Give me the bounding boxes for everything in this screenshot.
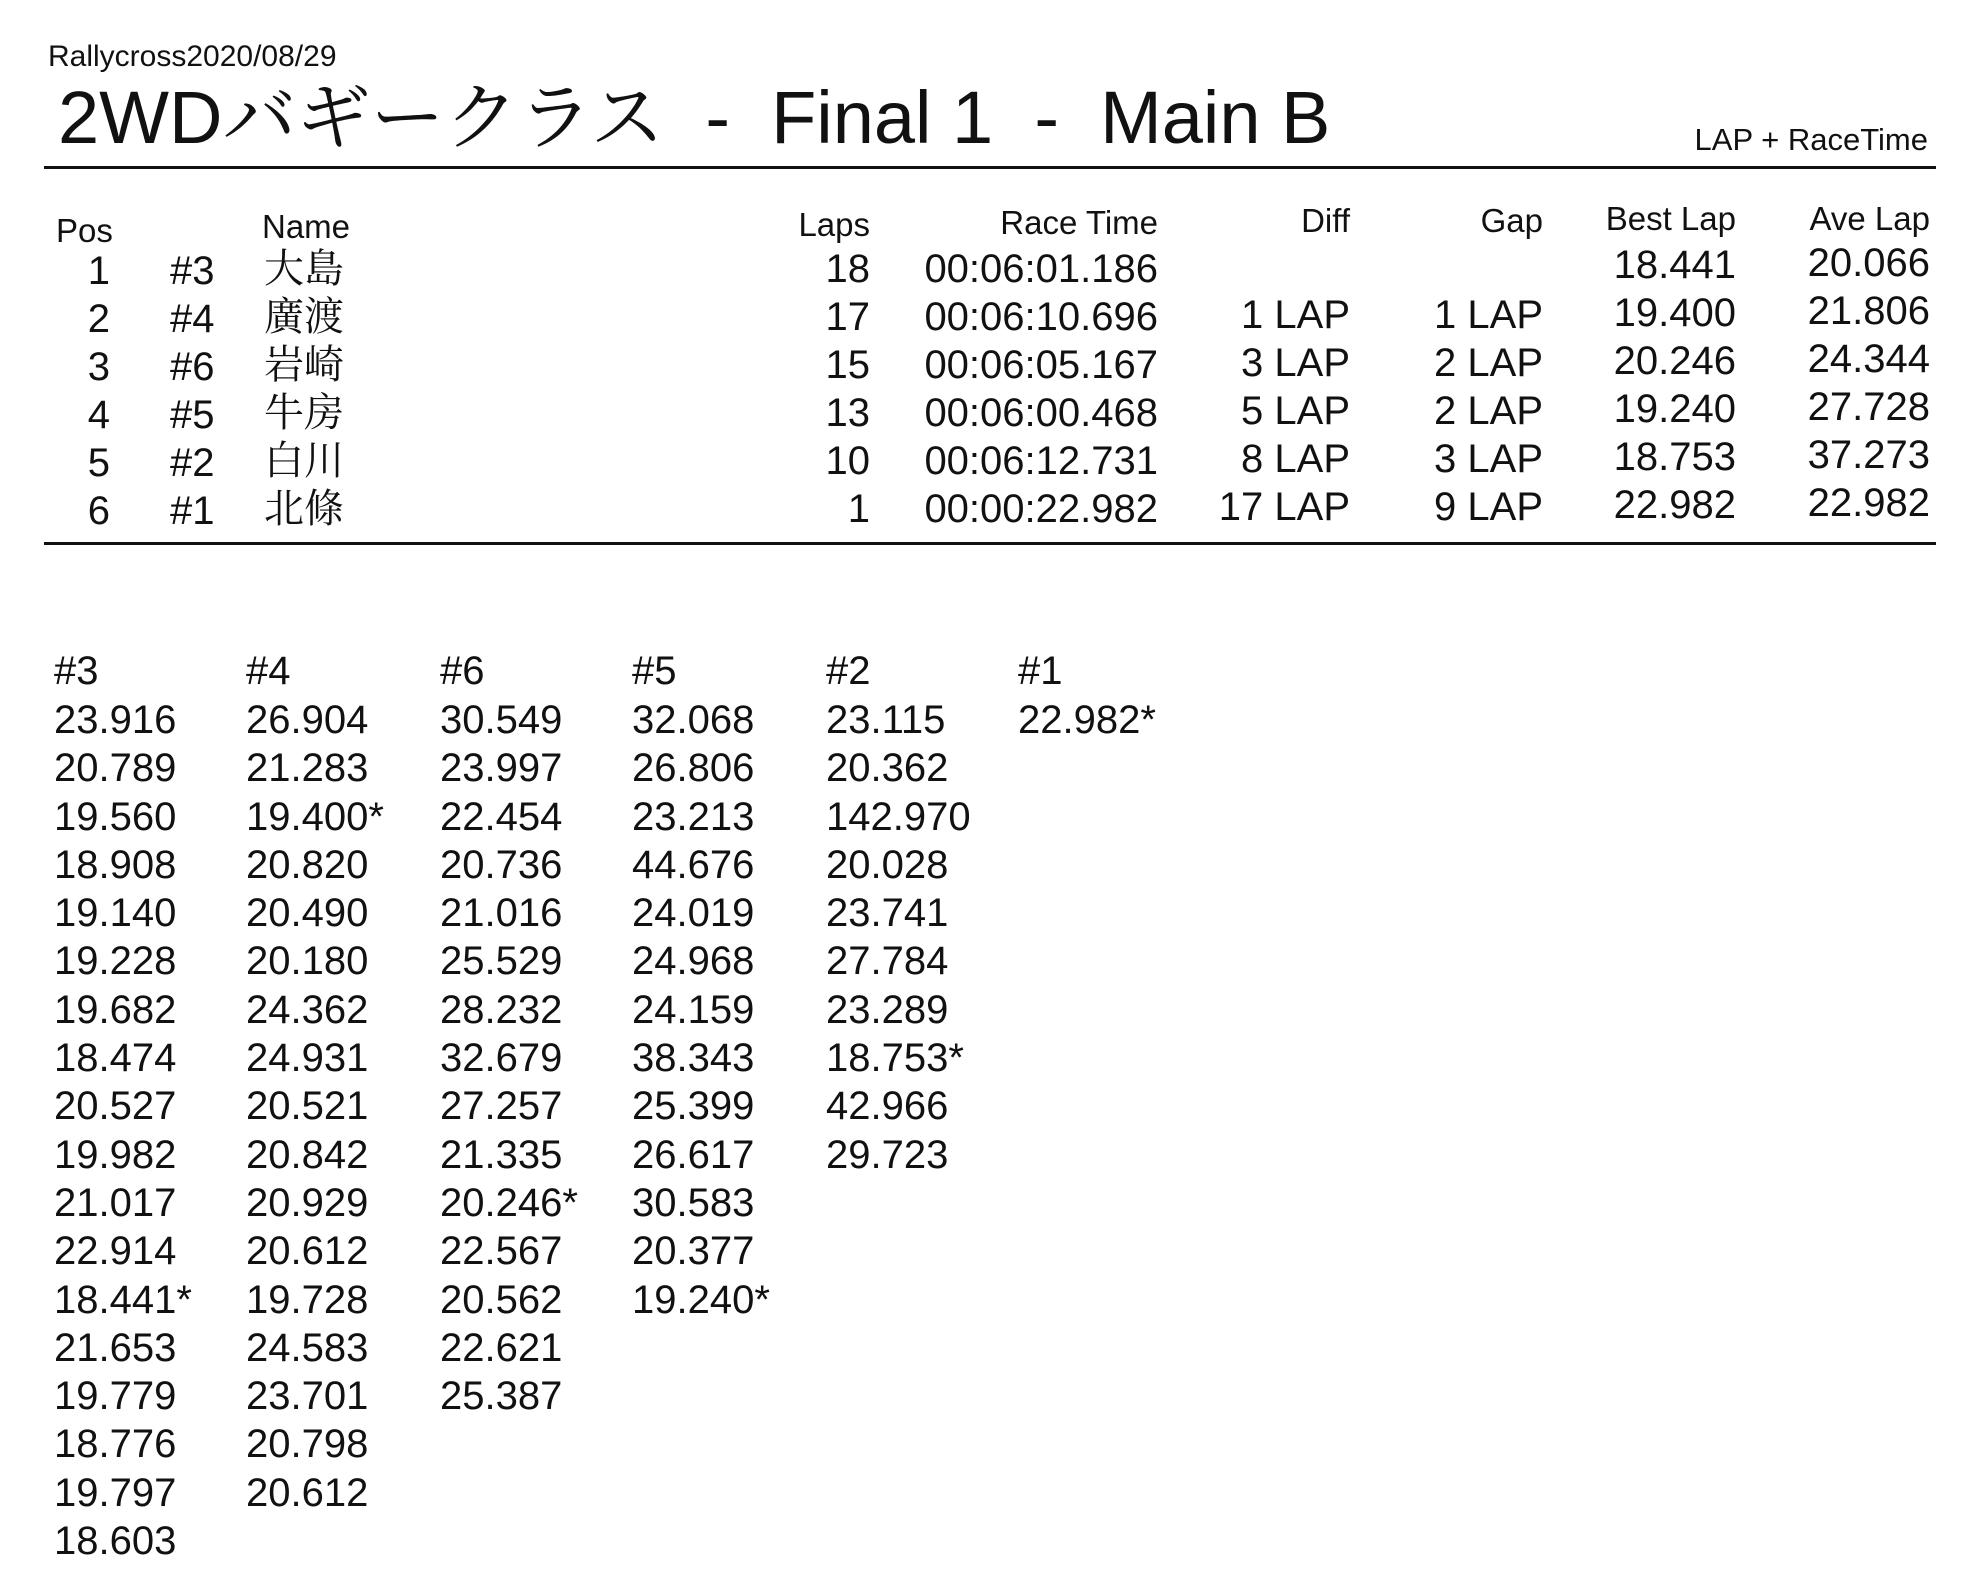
lap-column-car-6 bbox=[440, 648, 630, 1420]
lap-time: 18.441* bbox=[54, 1277, 192, 1322]
lap-time: 18.908 bbox=[54, 842, 177, 887]
row-best-lap: 19.400 bbox=[1613, 291, 1736, 335]
row-best-lap: 18.753 bbox=[1613, 435, 1736, 479]
lap-column-car-5 bbox=[632, 648, 822, 1324]
lap-column-header: #6 bbox=[440, 649, 485, 693]
lap-time: 29.723 bbox=[826, 1132, 949, 1177]
lap-time: 19.728 bbox=[246, 1277, 369, 1322]
row-driver-name: 岩崎 bbox=[264, 343, 344, 387]
column-header-best-lap: Best Lap bbox=[1605, 200, 1736, 237]
lap-time: 23.289 bbox=[826, 987, 949, 1032]
lap-time: 142.970 bbox=[826, 794, 971, 839]
row-car-number: #2 bbox=[170, 441, 215, 485]
row-race-time: 00:06:05.167 bbox=[924, 343, 1158, 387]
lap-time: 38.343 bbox=[632, 1036, 755, 1081]
lap-time: 27.257 bbox=[440, 1084, 563, 1129]
row-pos: 5 bbox=[87, 441, 110, 485]
lap-time: 42.966 bbox=[826, 1084, 949, 1129]
lap-time: 22.914 bbox=[54, 1229, 177, 1274]
lap-time: 20.246* bbox=[440, 1180, 578, 1225]
lap-time: 19.400* bbox=[246, 794, 384, 839]
row-diff: 3 LAP bbox=[1241, 341, 1350, 385]
row-driver-name: 北條 bbox=[264, 487, 344, 531]
lap-time: 19.240* bbox=[632, 1277, 770, 1322]
lap-time: 21.335 bbox=[440, 1132, 563, 1177]
lap-time: 20.527 bbox=[54, 1084, 177, 1129]
lap-column-car-4 bbox=[246, 648, 436, 1517]
lap-time: 22.567 bbox=[440, 1229, 563, 1274]
lap-time: 24.159 bbox=[632, 987, 755, 1032]
lap-time: 23.997 bbox=[440, 746, 563, 791]
lap-time: 23.213 bbox=[632, 794, 755, 839]
lap-time: 18.474 bbox=[54, 1036, 177, 1081]
row-gap: 1 LAP bbox=[1434, 293, 1543, 337]
lap-time: 32.068 bbox=[632, 698, 755, 742]
lap-column-car-1 bbox=[1018, 648, 1208, 744]
row-best-lap: 18.441 bbox=[1613, 243, 1736, 287]
lap-time: 20.028 bbox=[826, 842, 949, 887]
lap-time: 20.490 bbox=[246, 891, 369, 936]
row-diff: 17 LAP bbox=[1218, 485, 1350, 529]
row-driver-name: 白川 bbox=[264, 439, 344, 483]
lap-time: 24.583 bbox=[246, 1325, 369, 1370]
row-gap: 2 LAP bbox=[1434, 341, 1543, 385]
row-pos: 6 bbox=[87, 489, 110, 533]
row-gap: 3 LAP bbox=[1434, 437, 1543, 481]
lap-time: 20.789 bbox=[54, 746, 177, 791]
row-driver-name: 廣渡 bbox=[264, 295, 344, 339]
lap-time: 25.529 bbox=[440, 939, 563, 984]
lap-column-header: #5 bbox=[632, 649, 677, 693]
lap-time: 20.798 bbox=[246, 1422, 369, 1467]
lap-time: 20.521 bbox=[246, 1084, 369, 1129]
row-gap: 2 LAP bbox=[1434, 389, 1543, 433]
lap-time: 27.784 bbox=[826, 939, 949, 984]
event-name: Rallycross2020/08/29 bbox=[48, 40, 337, 73]
row-diff: 5 LAP bbox=[1241, 389, 1350, 433]
row-ave-lap: 24.344 bbox=[1807, 337, 1930, 381]
row-ave-lap: 22.982 bbox=[1807, 481, 1930, 525]
lap-time: 19.982 bbox=[54, 1132, 177, 1177]
lap-time: 20.736 bbox=[440, 842, 563, 887]
lap-time: 26.806 bbox=[632, 746, 755, 791]
lap-time: 22.621 bbox=[440, 1325, 563, 1370]
lap-column-header: #1 bbox=[1018, 649, 1063, 693]
lap-time: 21.017 bbox=[54, 1180, 177, 1225]
lap-time: 26.617 bbox=[632, 1132, 755, 1177]
lap-time: 25.399 bbox=[632, 1084, 755, 1129]
lap-time: 18.753* bbox=[826, 1036, 964, 1081]
lap-time: 23.741 bbox=[826, 891, 949, 936]
lap-time: 25.387 bbox=[440, 1374, 563, 1419]
row-ave-lap: 20.066 bbox=[1807, 241, 1930, 285]
lap-time: 18.776 bbox=[54, 1422, 177, 1467]
row-gap: 9 LAP bbox=[1434, 485, 1543, 529]
lap-time: 19.779 bbox=[54, 1374, 177, 1419]
row-diff: 1 LAP bbox=[1241, 293, 1350, 337]
lap-time: 20.377 bbox=[632, 1229, 755, 1274]
lap-time: 20.842 bbox=[246, 1132, 369, 1177]
row-laps: 15 bbox=[825, 343, 870, 387]
lap-time: 30.549 bbox=[440, 698, 563, 742]
lap-time: 24.931 bbox=[246, 1036, 369, 1081]
row-laps: 13 bbox=[825, 391, 870, 435]
lap-time: 20.562 bbox=[440, 1277, 563, 1322]
lap-time: 24.019 bbox=[632, 891, 755, 936]
row-race-time: 00:00:22.982 bbox=[924, 487, 1158, 531]
lap-time: 44.676 bbox=[632, 842, 755, 887]
table-divider bbox=[44, 542, 1936, 545]
lap-time: 19.140 bbox=[54, 891, 177, 936]
lap-time: 24.362 bbox=[246, 987, 369, 1032]
lap-time: 20.929 bbox=[246, 1180, 369, 1225]
lap-time: 19.560 bbox=[54, 794, 177, 839]
lap-column-header: #2 bbox=[826, 649, 871, 693]
row-race-time: 00:06:12.731 bbox=[924, 439, 1158, 483]
lap-column-header: #4 bbox=[246, 649, 291, 693]
column-header-pos: Pos bbox=[56, 212, 113, 249]
column-header-gap: Gap bbox=[1480, 202, 1543, 239]
lap-time: 18.603 bbox=[54, 1519, 177, 1564]
lap-time: 22.454 bbox=[440, 794, 563, 839]
lap-time: 23.701 bbox=[246, 1374, 369, 1419]
row-laps: 18 bbox=[825, 247, 870, 291]
row-pos: 2 bbox=[87, 297, 110, 341]
column-header-laps: Laps bbox=[798, 206, 870, 243]
column-header-name: Name bbox=[262, 208, 351, 245]
row-car-number: #5 bbox=[170, 393, 215, 437]
lap-column-car-2 bbox=[826, 648, 1016, 1179]
lap-time: 32.679 bbox=[440, 1036, 563, 1081]
row-car-number: #6 bbox=[170, 345, 215, 389]
lap-time: 23.115 bbox=[826, 698, 946, 742]
lap-time: 20.612 bbox=[246, 1229, 369, 1274]
row-diff: 8 LAP bbox=[1241, 437, 1350, 481]
row-car-number: #3 bbox=[170, 249, 215, 293]
row-ave-lap: 27.728 bbox=[1807, 385, 1930, 429]
lap-time: 20.180 bbox=[246, 939, 369, 984]
row-car-number: #4 bbox=[170, 297, 215, 341]
lap-time: 20.362 bbox=[826, 746, 949, 791]
row-laps: 17 bbox=[825, 295, 870, 339]
lap-time: 20.612 bbox=[246, 1470, 369, 1515]
lap-time: 26.904 bbox=[246, 698, 369, 742]
lap-time: 23.916 bbox=[54, 698, 177, 742]
column-header-diff: Diff bbox=[1301, 202, 1350, 239]
header-divider bbox=[44, 166, 1936, 169]
lap-column-car-3 bbox=[54, 648, 244, 1565]
row-pos: 4 bbox=[87, 393, 110, 437]
row-driver-name: 牛房 bbox=[264, 391, 344, 435]
row-race-time: 00:06:00.468 bbox=[924, 391, 1158, 435]
lap-time: 21.016 bbox=[440, 891, 563, 936]
row-pos: 3 bbox=[87, 345, 110, 389]
row-pos: 1 bbox=[87, 249, 110, 293]
row-race-time: 00:06:10.696 bbox=[924, 295, 1158, 339]
column-header-race-time: Race Time bbox=[1000, 204, 1158, 241]
lap-time: 20.820 bbox=[246, 842, 369, 887]
lap-time: 19.682 bbox=[54, 987, 177, 1032]
lap-time: 19.797 bbox=[54, 1470, 177, 1515]
lap-time: 21.283 bbox=[246, 746, 369, 791]
lap-time: 22.982* bbox=[1018, 698, 1156, 742]
row-best-lap: 19.240 bbox=[1613, 387, 1736, 431]
column-header-ave-lap: Ave Lap bbox=[1809, 200, 1930, 237]
row-laps: 1 bbox=[847, 487, 870, 531]
lap-time: 19.228 bbox=[54, 939, 177, 984]
page-title: 2WDバギークラス - Final 1 - Main B bbox=[58, 76, 1331, 159]
lap-time: 28.232 bbox=[440, 987, 563, 1032]
row-laps: 10 bbox=[825, 439, 870, 483]
lap-time: 21.653 bbox=[54, 1325, 177, 1370]
row-best-lap: 22.982 bbox=[1613, 483, 1736, 527]
row-driver-name: 大島 bbox=[264, 247, 344, 291]
row-race-time: 00:06:01.186 bbox=[924, 247, 1158, 291]
row-car-number: #1 bbox=[170, 489, 215, 533]
row-best-lap: 20.246 bbox=[1613, 339, 1736, 383]
lap-column-header: #3 bbox=[54, 649, 99, 693]
row-ave-lap: 37.273 bbox=[1807, 433, 1930, 477]
row-ave-lap: 21.806 bbox=[1807, 289, 1930, 333]
lap-time: 30.583 bbox=[632, 1180, 755, 1225]
lap-time: 24.968 bbox=[632, 939, 755, 984]
result-format-label: LAP + RaceTime bbox=[1694, 122, 1928, 157]
